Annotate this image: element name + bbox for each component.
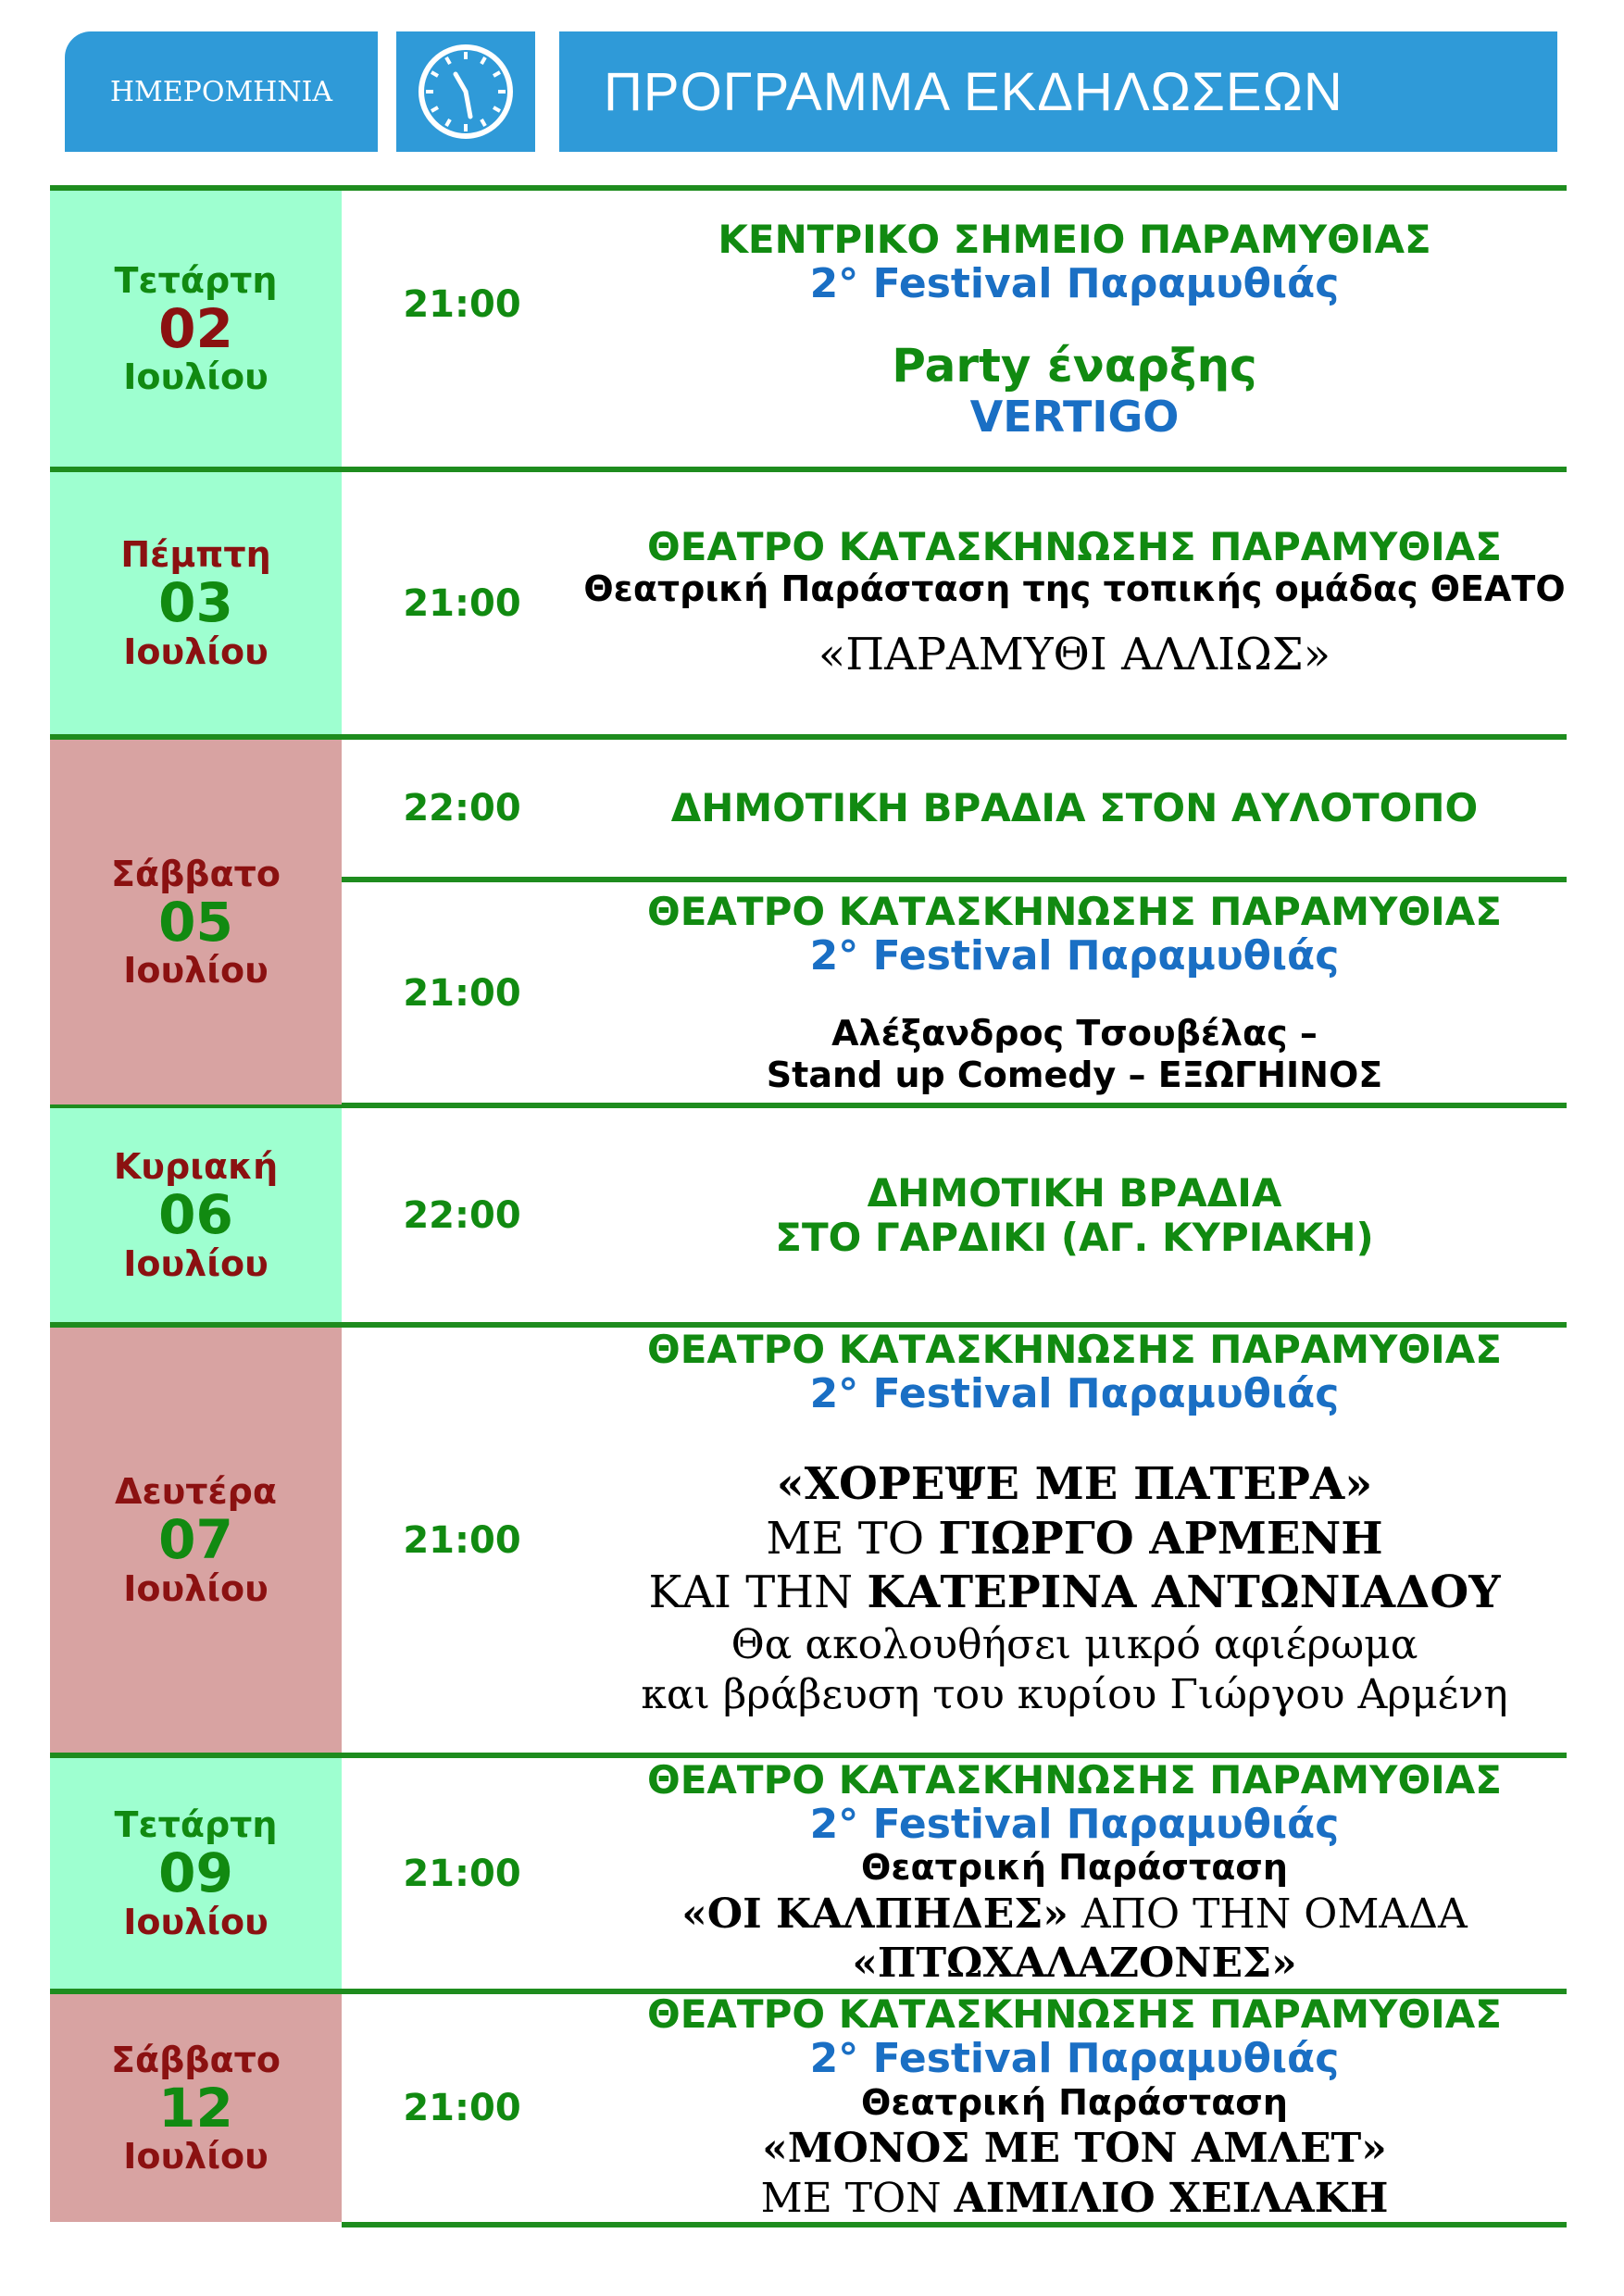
festival-label: 2° Festival Παραμυθιάς bbox=[809, 1800, 1340, 1848]
event-details bbox=[582, 191, 1567, 467]
weekday: Κυριακή bbox=[113, 1146, 279, 1188]
note-line: Θα ακολουθήσει μικρό αφιέρωμα bbox=[731, 1620, 1418, 1668]
event-row-05 bbox=[50, 740, 1567, 1104]
event-details bbox=[582, 472, 1567, 734]
festival-label: 2° Festival Παραμυθιάς bbox=[809, 932, 1340, 980]
month: Ιουλίου bbox=[123, 1901, 269, 1942]
festival-label: 2° Festival Παραμυθιάς bbox=[809, 1370, 1340, 1418]
weekday: Σάββατο bbox=[111, 853, 281, 894]
month: Ιουλίου bbox=[123, 630, 269, 672]
event-time: 22:00 bbox=[403, 787, 521, 830]
event-time: 21:00 bbox=[403, 283, 521, 326]
month: Ιουλίου bbox=[123, 1567, 269, 1609]
month: Ιουλίου bbox=[123, 950, 269, 992]
festival-label: 2° Festival Παραμυθιάς bbox=[809, 259, 1340, 307]
band-name: VERTIGO bbox=[969, 391, 1180, 442]
month: Ιουλίου bbox=[123, 2136, 269, 2177]
event-title: Party έναρξης bbox=[892, 339, 1257, 393]
date-cell bbox=[50, 1994, 342, 2222]
date-cell bbox=[50, 740, 342, 1104]
venue: ΔΗΜΟΤΙΚΗ ΒΡΑΔΙΑ ΣΤΟΝ ΑΥΛΟΤΟΠΟ bbox=[670, 785, 1479, 831]
note-line: και βράβευση του κυρίου Γιώργου Αρμένη bbox=[641, 1670, 1508, 1718]
event-details bbox=[582, 740, 1567, 877]
event-details bbox=[582, 1991, 1567, 2222]
event-time: 21:00 bbox=[403, 1852, 521, 1895]
event-details bbox=[582, 1108, 1567, 1322]
event-time: 21:00 bbox=[403, 581, 521, 625]
date-cell bbox=[50, 472, 342, 734]
day-number: 03 bbox=[158, 571, 233, 635]
venue: ΘΕΑΤΡΟ ΚΑΤΑΣΚΗΝΩΣΗΣ ΠΑΡΑΜΥΘΙΑΣ bbox=[647, 523, 1502, 569]
weekday: Δευτέρα bbox=[115, 1471, 277, 1513]
performer-line: Stand up Comedy – ΕΞΩΓΗΙΝΟΣ bbox=[766, 1054, 1383, 1096]
weekday: Σάββατο bbox=[111, 2039, 281, 2080]
day-number: 02 bbox=[158, 296, 233, 360]
day-number: 05 bbox=[158, 890, 233, 954]
festival-label: 2° Festival Παραμυθιάς bbox=[809, 2035, 1340, 2083]
date-cell bbox=[50, 1758, 342, 1989]
troupe-name: «ΠΤΩΧΑΛΑΖΟΝΕΣ» bbox=[852, 1940, 1297, 1988]
date-column-header bbox=[65, 31, 378, 152]
venue: ΘΕΑΤΡΟ ΚΑΤΑΣΚΗΝΩΣΗΣ ΠΑΡΑΜΥΘΙΑΣ bbox=[647, 1991, 1502, 2038]
clock-icon bbox=[415, 41, 517, 143]
date-cell bbox=[50, 1328, 342, 1753]
play-title: «ΠΑΡΑΜΥΘΙ ΑΛΛΙΩΣ» bbox=[818, 628, 1331, 680]
day-number: 06 bbox=[158, 1183, 233, 1247]
date-cell bbox=[50, 1108, 342, 1322]
play-title: «ΜΟΝΟΣ ΜΕ ΤΟΝ ΑΜΛΕΤ» bbox=[762, 2125, 1387, 2173]
day-number: 12 bbox=[158, 2076, 233, 2140]
event-time: 22:00 bbox=[403, 1193, 521, 1237]
weekday: Τετάρτη bbox=[114, 259, 278, 301]
time-column-header bbox=[396, 31, 535, 152]
venue: ΔΗΜΟΤΙΚΗ ΒΡΑΔΙΑ bbox=[867, 1170, 1282, 1217]
cast-line: ΜΕ ΤΟΝ ΑΙΜΙΛΙΟ ΧΕΙΛΑΚΗ bbox=[760, 2174, 1389, 2222]
play-title: «ΧΟΡΕΨΕ ΜΕ ΠΑΤΕΡΑ» bbox=[776, 1458, 1373, 1511]
event-time: 21:00 bbox=[403, 2087, 521, 2129]
play-title: «ΟΙ ΚΑΛΠΗΔΕΣ» ΑΠΟ ΤΗΝ ΟΜΑΔΑ bbox=[681, 1890, 1468, 1938]
event-row-07 bbox=[50, 1328, 1567, 1753]
event-row-12 bbox=[50, 1991, 1567, 2222]
day-number: 07 bbox=[158, 1508, 233, 1572]
venue: ΘΕΑΤΡΟ ΚΑΤΑΣΚΗΝΩΣΗΣ ΠΑΡΑΜΥΘΙΑΣ bbox=[647, 889, 1502, 935]
event-details bbox=[582, 1758, 1567, 1989]
weekday: Τετάρτη bbox=[114, 1804, 278, 1846]
program-title-bar bbox=[559, 31, 1557, 152]
event-row-09 bbox=[50, 1758, 1567, 1989]
venue: ΘΕΑΤΡΟ ΚΑΤΑΣΚΗΝΩΣΗΣ ΠΑΡΑΜΥΘΙΑΣ bbox=[647, 1756, 1502, 1803]
event-row-06 bbox=[50, 1108, 1567, 1322]
venue: ΘΕΑΤΡΟ ΚΑΤΑΣΚΗΝΩΣΗΣ ΠΑΡΑΜΥΘΙΑΣ bbox=[647, 1327, 1502, 1372]
event-row-03 bbox=[50, 472, 1567, 734]
weekday: Πέμπτη bbox=[120, 534, 271, 576]
event-description: Θεατρική Παράσταση bbox=[861, 2081, 1288, 2123]
venue: ΚΕΝΤΡΙΚΟ ΣΗΜΕΙΟ ΠΑΡΑΜΥΘΙΑΣ bbox=[718, 216, 1431, 262]
event-description: Θεατρική Παράσταση της τοπικής ομάδας ΘΕΑΤΟ bbox=[583, 568, 1566, 609]
event-time: 21:00 bbox=[403, 1518, 521, 1562]
performer-line: Αλέξανδρος Τσουβέλας – bbox=[831, 1012, 1318, 1054]
day-number: 09 bbox=[158, 1841, 233, 1905]
cast-line: ΜΕ ΤΟ ΓΙΩΡΓΟ ΑΡΜΕΝΗ bbox=[766, 1512, 1383, 1565]
program-title: ΠΡΟΓΡΑΜΜΑ ΕΚΔΗΛΩΣΕΩΝ bbox=[604, 61, 1343, 122]
event-details bbox=[582, 1328, 1567, 1753]
month: Ιουλίου bbox=[123, 356, 269, 398]
date-cell bbox=[50, 191, 342, 467]
cast-line: ΚΑΙ ΤΗΝ ΚΑΤΕΡΙΝΑ ΑΝΤΩΝΙΑΔΟΥ bbox=[648, 1566, 1501, 1619]
event-details bbox=[582, 882, 1567, 1104]
event-time: 21:00 bbox=[403, 972, 521, 1015]
date-header-label: ΗΜΕΡΟΜΗΝΙΑ bbox=[109, 75, 333, 108]
event-row-02 bbox=[50, 191, 1567, 467]
event-description: Θεατρική Παράσταση bbox=[861, 1847, 1288, 1889]
month: Ιουλίου bbox=[123, 1242, 269, 1284]
venue: ΣΤΟ ΓΑΡΔΙΚΙ (ΑΓ. ΚΥΡΙΑΚΗ) bbox=[775, 1214, 1374, 1260]
